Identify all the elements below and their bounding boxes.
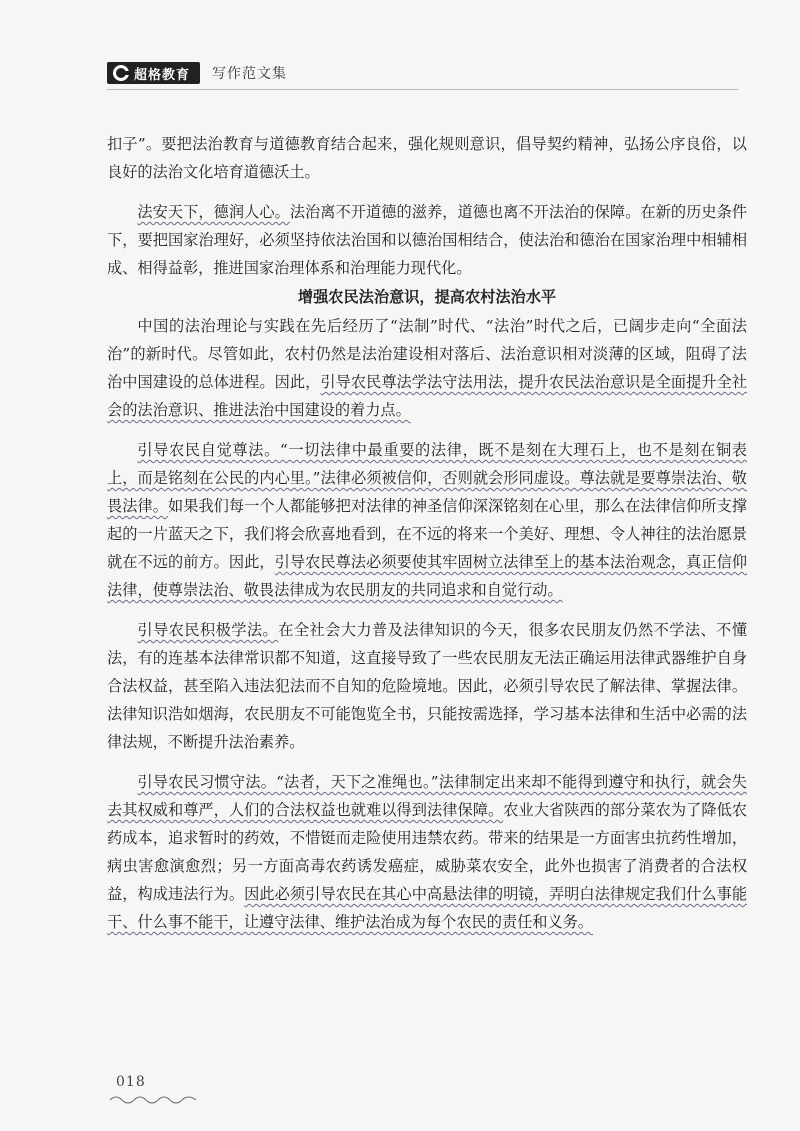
underlined-phrase: 引导农民习惯守法。“法者，天下之准绳也。”法律制定出来却不能得到遵守和执行，就会失去其权威和尊严，人们的合法权益也就难以得到法律保障。 [107,773,747,819]
book-title: 写作范文集 [212,66,288,82]
page-body [107,130,747,936]
logo-text: 超格教育 [134,67,191,83]
section-paragraph-3 [107,616,747,756]
section-paragraph-1 [107,312,747,424]
footer-ornament-icon [108,1093,198,1107]
paragraph-text: 中国的法治理论与实践在先后经历了“法制”时代、“法治”时代之后，已阔步走向“全面法治”的新时代。尽管如此，农村仍然是法治建设相对落后、法治意识相对淡薄的区域，阻碍了法治中国建设的总体进程。因此， [107,317,747,391]
paragraph-text: 法治离不开道德的滋养，道德也离不开法治的保障。在新的历史条件下，要把国家治理好，必须坚持依法治国和以德治国相结合，使法治和德治在国家治理中相辅相成、相得益彰，推进国家治理体系和治理能力现代化。 [107,203,748,277]
header-divider [107,89,738,90]
underlined-phrase: 因此必须引导农民在其心中高悬法律的明镜，弄明白法律规定我们什么事能干、什么事不能干，让遵守法律、维护法治成为每个农民的责任和义务。 [107,885,748,931]
logo-icon [113,65,129,81]
underlined-phrase: 引导农民尊法学法守法用法，提升农民法治意识是全面提升全社会的法治意识、推进法治中国建设的着力点。 [107,373,748,419]
underlined-phrase: 引导农民尊法必须要使其牢固树立法律至上的基本法治观念，真正信仰法律，使尊崇法治、敬畏法律成为农民朋友的共同追求和自觉行动。 [107,553,748,599]
paragraph-text: 在全社会大力普及法律知识的今天，很多农民朋友仍然不学法、不懂法，有的连基本法律常识都不知道，这直接导致了一些农民朋友无法正确运用法律武器维护自身合法权益，甚至陷入违法犯法而不自知的危险境地。因此，必须引导农民了解法律、掌握法律。法律知识浩如烟海，农民朋友不可能饱览全书，只能按需选择，学习基本法律和生活中必需的法律法规，不断提升法治素养。 [107,621,748,751]
intro-paragraph-2 [107,198,747,282]
section-paragraph-2 [107,436,747,604]
underlined-phrase: 引导农民积极学法。 [137,621,279,639]
underlined-phrase: 法安天下，德润人心。 [137,203,290,221]
section-paragraph-4 [107,768,747,936]
intro-paragraph-1: 扣子”。要把法治教育与道德教育结合起来，强化规则意识，倡导契约精神，弘扬公序良俗，以良好的法治文化培育道德沃土。 [107,135,747,181]
page-header [107,62,287,84]
page-number: 018 [116,1074,146,1090]
publisher-logo [107,62,200,84]
section-title: 增强农民法治意识，提高农村法治水平 [297,288,557,306]
paragraph-text: 农业大省陕西的部分菜农为了降低农药成本，追求暂时的药效，不惜铤而走险使用违禁农药。带来的结果是一方面害虫抗药性增加，病虫害愈演愈烈；另一方面高毒农药诱发癌症，威胁菜农安全，此外也损害了消费者的合法权益，构成违法行为。 [107,801,748,903]
underlined-phrase: 引导农民自觉尊法。“一切法律中最重要的法律，既不是刻在大理石上，也不是刻在铜表上，而是铭刻在公民的内心里。”法律必须被信仰，否则就会形同虚设。尊法就是要尊崇法治、敬畏法律。 [107,441,747,515]
paragraph-text: 如果我们每一个人都能够把对法律的神圣信仰深深铭刻在心里，那么在法律信仰所支撑起的一片蓝天之下，我们将会欣喜地看到，在不远的将来一个美好、理想、令人神往的法治愿景就在不远的前方。因此， [107,497,748,571]
